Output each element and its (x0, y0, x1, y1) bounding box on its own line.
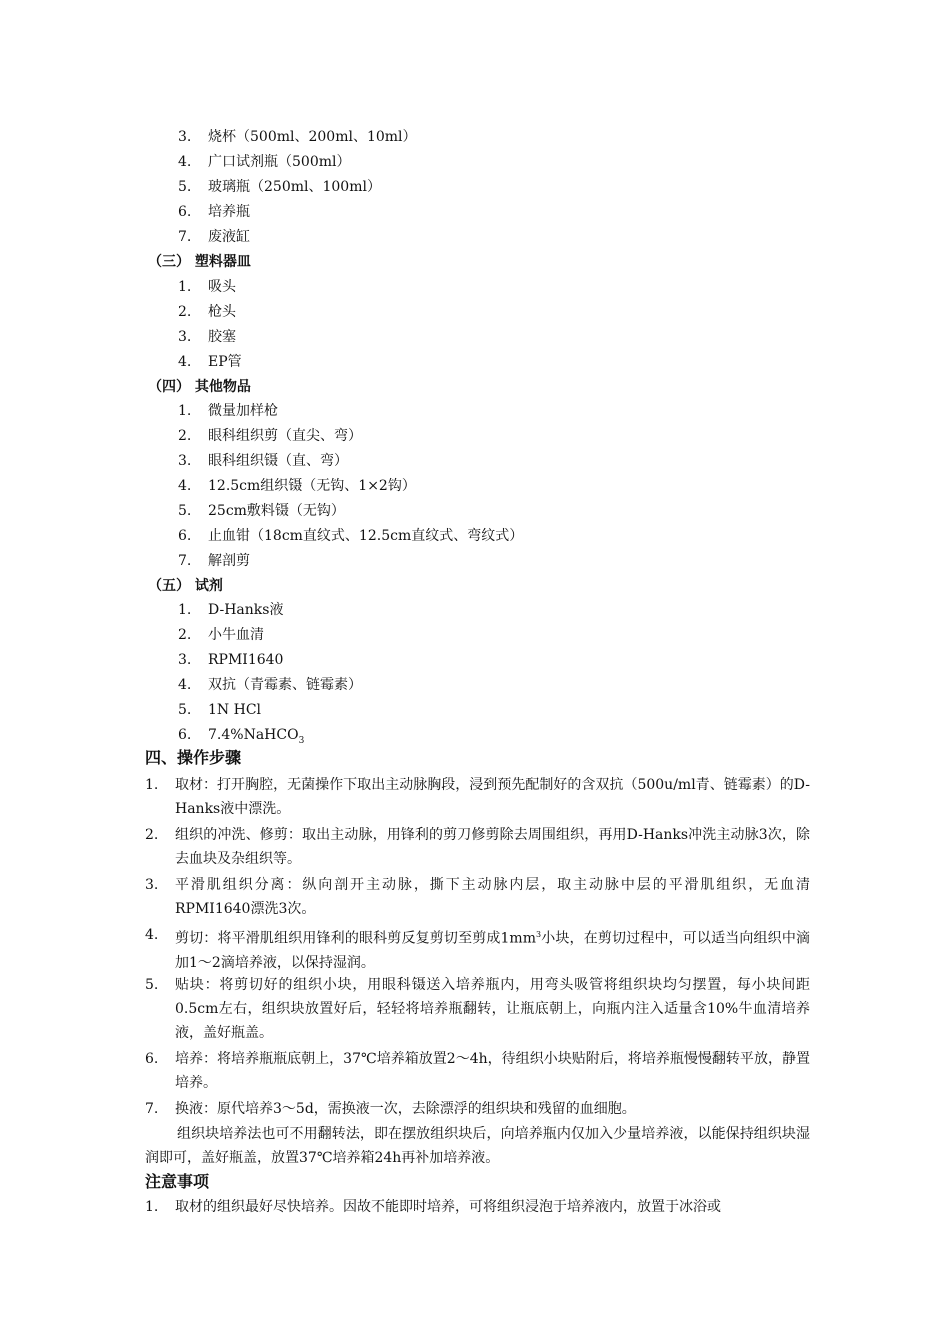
list-item: 2. 小牛血清 (178, 627, 264, 643)
step-item: 2. 组织的冲洗、修剪：取出主动脉，用锋利的剪刀修剪除去周围组织，再用D-Hanks冲洗主动脉3次，除去血块及杂组织等。 (145, 827, 810, 867)
list-item: 5. 1N HCl (178, 702, 262, 718)
note-paragraph: 组织块培养法也可不用翻转法，即在摆放组织块后，向培养瓶内仅加入少量培养液，以能保持组织块湿润即可，盖好瓶盖，放置37℃培养箱24h再补加培养液。 (145, 1126, 810, 1166)
list-item: 1. D-Hanks液 (178, 602, 284, 618)
list-item: 5. 玻璃瓶（250ml、100ml） (178, 179, 381, 195)
step-item: 4. 剪切：将平滑肌组织用锋利的眼科剪反复剪切至剪成$1mm^3$小块，在剪切过程中，可以适当向组织中滴加1～2滴培养液，以保持湿润。 (145, 927, 810, 971)
step-item: 3. 平滑肌组织分离：纵向剖开主动脉，撕下主动脉内层，取主动脉中层的平滑肌组织，无血清RPMI1640漂洗3次。 (145, 877, 810, 917)
step-item: 1. 取材：打开胸腔，无菌操作下取出主动脉胸段，浸到预先配制好的含双抗（500u/ml青、链霉素）的D-Hanks液中漂洗。 (145, 777, 810, 817)
list-item: 4. 12.5cm组织镊（无钩、1×2钩） (178, 478, 416, 494)
section-heading-plastic: （三） 塑料器皿 (148, 254, 251, 270)
section-heading-other: （四） 其他物品 (148, 379, 251, 395)
section-heading-steps: 四、操作步骤 (145, 748, 242, 767)
list-item: 3. RPMI1640 (178, 652, 284, 668)
list-item: 7. 废液缸 (178, 229, 250, 245)
list-item: 3. 眼科组织镊（直、弯） (178, 453, 348, 469)
list-item: 3. 胶塞 (178, 329, 236, 345)
list-item: 4. 广口试剂瓶（500ml） (178, 154, 351, 170)
note-item: 1. 取材的组织最好尽快培养。因故不能即时培养，可将组织浸泡于培养液内，放置于冰浴或 (145, 1199, 721, 1215)
list-item: 4. EP管 (178, 354, 242, 370)
step-item: 5. 贴块：将剪切好的组织小块，用眼科镊送入培养瓶内，用弯头吸管将组织块均匀摆置，每小块间距0.5cm左右，组织块放置好后，轻轻将培养瓶翻转，让瓶底朝上，向瓶内注入适量含10%牛血清培养液，盖好瓶盖。 (145, 977, 810, 1041)
step-item: 7. 换液：原代培养3～5d，需换液一次，去除漂浮的组织块和残留的血细胞。 (145, 1101, 636, 1117)
list-item: 2. 枪头 (178, 304, 236, 320)
step-item: 6. 培养：将培养瓶瓶底朝上，37℃培养箱放置2～4h，待组织小块贴附后，将培养瓶慢慢翻转平放，静置培养。 (145, 1051, 810, 1091)
list-item: 6. 止血钳（18cm直纹式、12.5cm直纹式、弯纹式） (178, 528, 524, 544)
section-heading-reagents: （五） 试剂 (148, 578, 223, 594)
list-item: 7. 解剖剪 (178, 553, 250, 569)
list-item: 4. 双抗（青霉素、链霉素） (178, 677, 362, 693)
list-item: 5. 25cm敷料镊（无钩） (178, 503, 345, 519)
list-item: 2. 眼科组织剪（直尖、弯） (178, 428, 362, 444)
list-item: 3. 烧杯（500ml、200ml、10ml） (178, 129, 417, 145)
section-heading-notes: 注意事项 (145, 1172, 210, 1191)
list-item: 6. 7.4%NaHCO$_3$ (178, 727, 305, 746)
list-item: 1. 微量加样枪 (178, 403, 278, 419)
list-item: 6. 培养瓶 (178, 204, 250, 220)
list-item: 1. 吸头 (178, 279, 236, 295)
